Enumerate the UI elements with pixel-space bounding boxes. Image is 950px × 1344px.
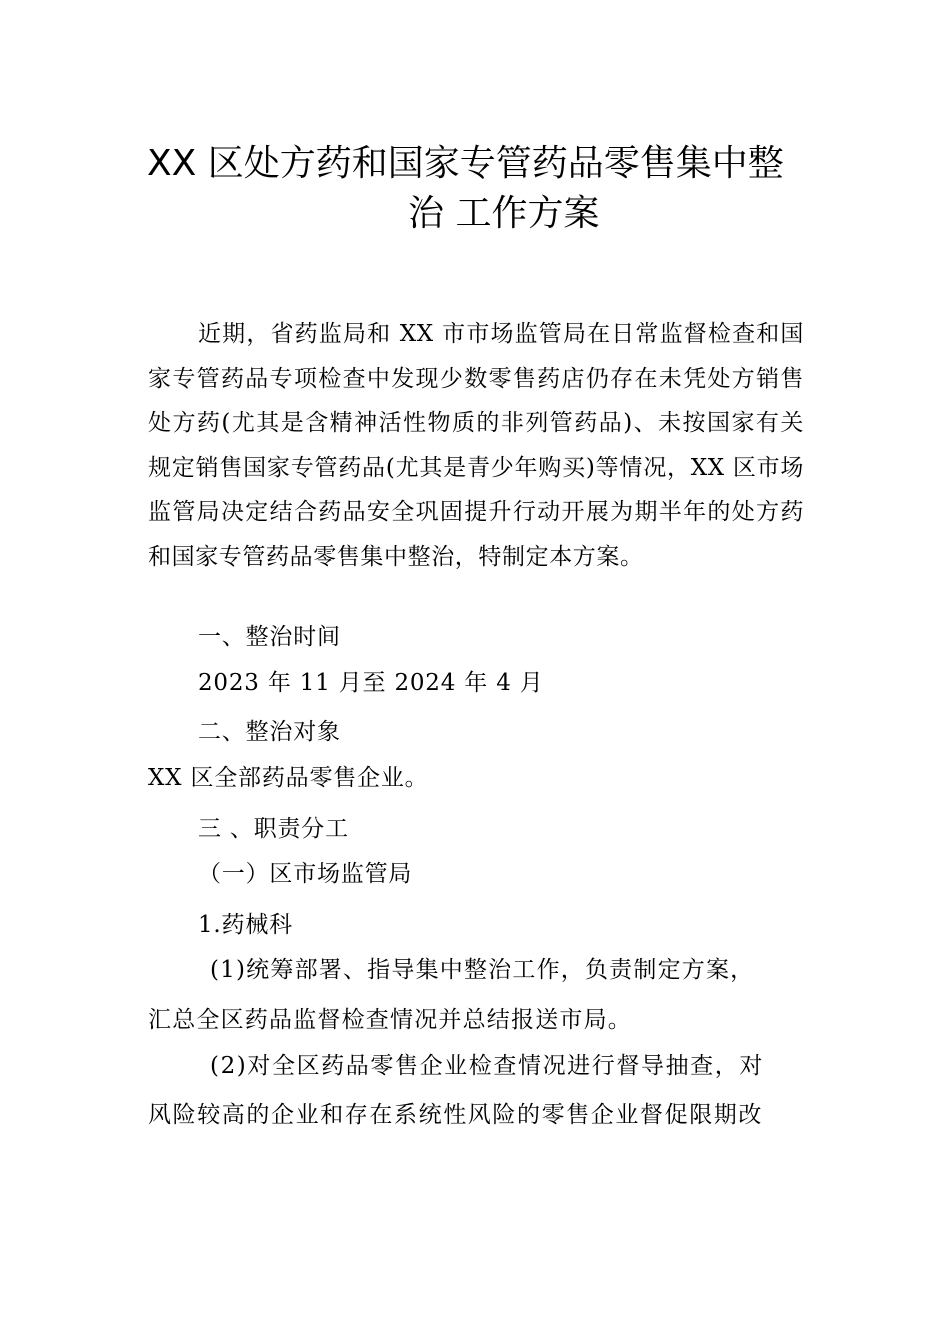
document-title-line-1: XX 区处方药和国家专管药品零售集中整 xyxy=(147,143,784,184)
item-1-heading: 1.药械科 xyxy=(198,912,293,938)
section-3-heading: 三 、职责分工 xyxy=(198,816,349,842)
item-1-1-second-line: 汇总全区药品监督检查情况并总结报送市局。 xyxy=(148,1007,632,1033)
section-2-heading: 二、整治对象 xyxy=(198,719,341,745)
section-2-content: XX 区全部药品零售企业。 xyxy=(148,765,429,791)
intro-paragraph: 近期，省药监局和 XX 市市场监管局在日常监督检查和国家专管药品专项检查中发现少数零售药店仍存在未凭处方销售处方药(尤其是含精神活性物质的非列管药品)、未按国家有关规定销售国家专管药品(尤其是青少年购买)等情况，XX 区市场监管局决定结合药品安全巩固提升行动开展为期半年的处方药和国家专管药品零售集中整治，特制定本方案。 xyxy=(148,321,804,570)
item-1-1-first-line: (1)统筹部署、指导集中整治工作，负责制定方案， xyxy=(210,957,755,983)
item-1-2-second-line: 风险较高的企业和存在系统性风险的零售企业督促限期改 xyxy=(148,1102,763,1128)
document-title-line-2: 治 工作方案 xyxy=(408,193,600,234)
item-1-2-first-line: (2)对全区药品零售企业检查情况进行督导抽查，对 xyxy=(210,1053,764,1079)
section-1-content: 2023 年 11 月至 2024 年 4 月 xyxy=(198,670,544,696)
section-1-heading: 一、整治时间 xyxy=(198,624,341,650)
subsection-1-heading: （一）区市场监管局 xyxy=(198,861,413,887)
